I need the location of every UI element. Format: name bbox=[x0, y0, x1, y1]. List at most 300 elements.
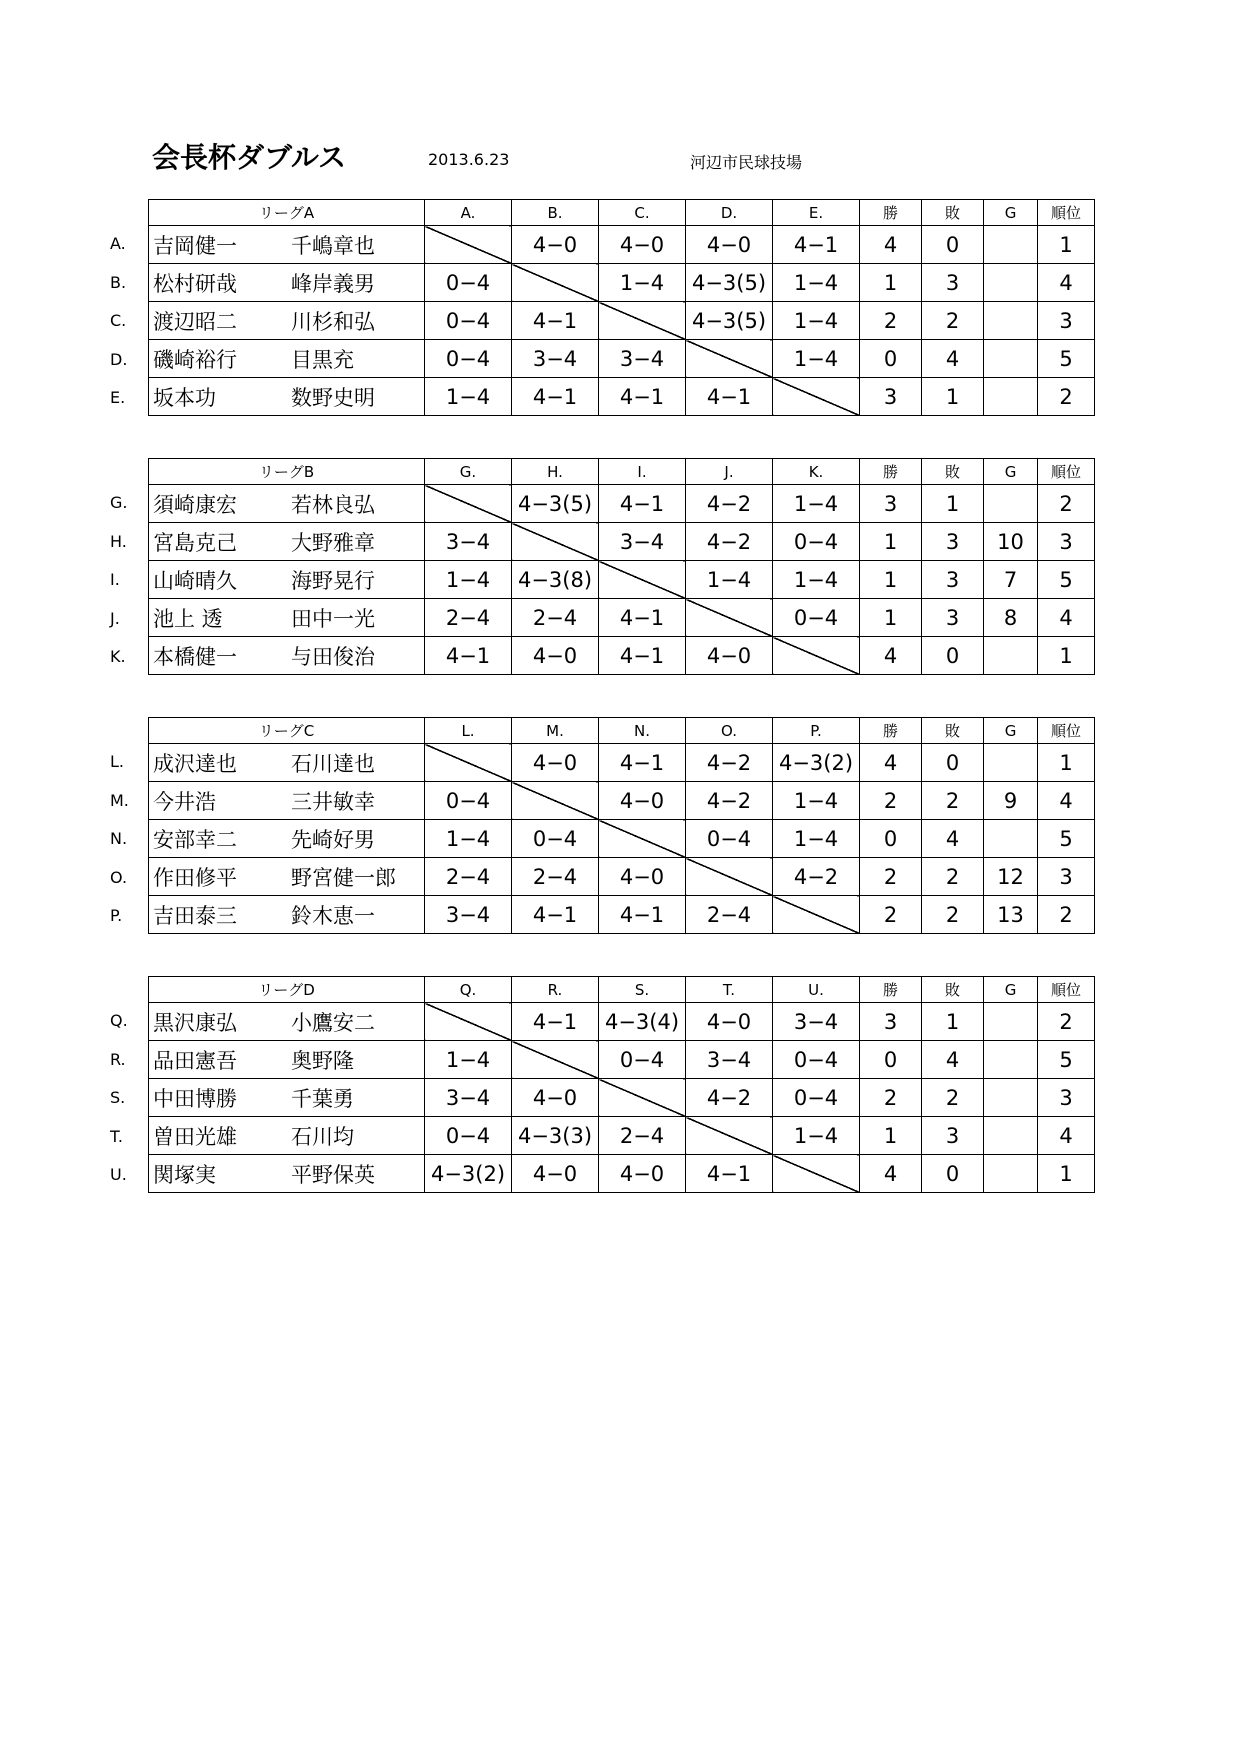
league-table bbox=[148, 717, 1095, 934]
score-cell: 4−0 bbox=[599, 226, 686, 264]
games-cell: 10 bbox=[984, 523, 1038, 561]
player-2-name: 石川達也 bbox=[291, 751, 375, 776]
row-letter: R. bbox=[110, 1049, 126, 1069]
score-cell: 4−3(8) bbox=[512, 561, 599, 599]
row-letter: P. bbox=[110, 906, 123, 925]
league-name: リーグA bbox=[149, 200, 425, 226]
player-1-name: 成沢達也 bbox=[153, 751, 237, 776]
rank-cell: 4 bbox=[1038, 1117, 1095, 1155]
rank-cell: 3 bbox=[1038, 1079, 1095, 1117]
player-1-name: 山崎晴久 bbox=[153, 568, 237, 593]
score-cell: 0−4 bbox=[425, 1117, 512, 1155]
losses-cell: 1 bbox=[922, 378, 984, 416]
row-letter: S. bbox=[110, 1088, 126, 1107]
self-match-cell bbox=[512, 1041, 599, 1079]
score-cell: 4−3(2) bbox=[773, 744, 860, 782]
games-cell: 9 bbox=[984, 782, 1038, 820]
row-letter: T. bbox=[110, 1126, 123, 1146]
score-cell: 4−3(5) bbox=[512, 485, 599, 523]
row-letter: G. bbox=[110, 493, 128, 512]
score-cell: 3−4 bbox=[425, 523, 512, 561]
player-2-name: 先崎好男 bbox=[291, 827, 375, 852]
score-cell: 0−4 bbox=[686, 820, 773, 858]
score-cell: 2−4 bbox=[599, 1117, 686, 1155]
rank-cell: 1 bbox=[1038, 637, 1095, 675]
player-2-name: 千葉勇 bbox=[291, 1086, 354, 1111]
wins-cell: 1 bbox=[860, 1117, 922, 1155]
table-row bbox=[149, 1155, 1095, 1193]
row-letter: L. bbox=[110, 752, 124, 771]
self-match-cell bbox=[773, 378, 860, 416]
opponent-column-header: G. bbox=[425, 459, 512, 485]
opponent-column-header: T. bbox=[686, 977, 773, 1003]
games-cell bbox=[984, 340, 1038, 378]
rank-cell: 4 bbox=[1038, 599, 1095, 637]
games-cell: 7 bbox=[984, 561, 1038, 599]
player-1-name: 本橋健一 bbox=[153, 644, 237, 669]
games-cell bbox=[984, 820, 1038, 858]
opponent-column-header: B. bbox=[512, 200, 599, 226]
wins-cell: 2 bbox=[860, 302, 922, 340]
league-name: リーグC bbox=[149, 718, 425, 744]
score-cell: 4−1 bbox=[599, 896, 686, 934]
rank-cell: 5 bbox=[1038, 1041, 1095, 1079]
score-cell: 1−4 bbox=[686, 561, 773, 599]
losses-cell: 1 bbox=[922, 1003, 984, 1041]
score-cell: 0−4 bbox=[425, 340, 512, 378]
score-cell: 1−4 bbox=[599, 264, 686, 302]
table-row bbox=[149, 523, 1095, 561]
stat-column-header: G bbox=[984, 977, 1038, 1003]
row-letter: K. bbox=[110, 647, 126, 666]
games-cell bbox=[984, 1003, 1038, 1041]
opponent-column-header: N. bbox=[599, 718, 686, 744]
rank-cell: 2 bbox=[1038, 485, 1095, 523]
table-row bbox=[149, 264, 1095, 302]
score-cell: 3−4 bbox=[425, 1079, 512, 1117]
player-2-name: 三井敏幸 bbox=[291, 789, 375, 814]
games-cell bbox=[984, 1079, 1038, 1117]
player-1-name: 宮島克己 bbox=[153, 530, 237, 555]
score-cell: 4−0 bbox=[686, 1003, 773, 1041]
self-match-cell bbox=[599, 820, 686, 858]
losses-cell: 4 bbox=[922, 820, 984, 858]
league-table bbox=[148, 199, 1095, 416]
league-name: リーグD bbox=[149, 977, 425, 1003]
losses-cell: 0 bbox=[922, 744, 984, 782]
score-cell: 4−3(4) bbox=[599, 1003, 686, 1041]
losses-cell: 2 bbox=[922, 782, 984, 820]
score-cell: 4−0 bbox=[512, 637, 599, 675]
score-cell: 0−4 bbox=[512, 820, 599, 858]
score-cell: 4−2 bbox=[686, 523, 773, 561]
score-cell: 4−0 bbox=[512, 1079, 599, 1117]
score-cell: 1−4 bbox=[425, 378, 512, 416]
score-cell: 0−4 bbox=[773, 1079, 860, 1117]
score-cell: 1−4 bbox=[425, 1041, 512, 1079]
stat-column-header: 順位 bbox=[1038, 200, 1095, 226]
player-1-name: 吉田泰三 bbox=[153, 903, 237, 928]
losses-cell: 2 bbox=[922, 1079, 984, 1117]
wins-cell: 2 bbox=[860, 1079, 922, 1117]
header-row bbox=[149, 718, 1095, 744]
opponent-column-header: E. bbox=[773, 200, 860, 226]
table-row bbox=[149, 340, 1095, 378]
score-cell: 4−1 bbox=[512, 302, 599, 340]
score-cell: 4−0 bbox=[512, 226, 599, 264]
self-match-cell bbox=[599, 302, 686, 340]
pair-names bbox=[149, 264, 425, 302]
score-cell: 4−0 bbox=[512, 1155, 599, 1193]
self-match-cell bbox=[425, 744, 512, 782]
row-letter: J. bbox=[110, 608, 120, 628]
table-row bbox=[149, 485, 1095, 523]
rank-cell: 5 bbox=[1038, 561, 1095, 599]
score-cell: 4−2 bbox=[686, 744, 773, 782]
games-cell bbox=[984, 744, 1038, 782]
opponent-column-header: Q. bbox=[425, 977, 512, 1003]
self-match-cell bbox=[512, 264, 599, 302]
page-title: 会長杯ダブルス bbox=[152, 141, 347, 174]
player-2-name: 海野晃行 bbox=[291, 568, 375, 593]
games-cell bbox=[984, 637, 1038, 675]
pair-names bbox=[149, 782, 425, 820]
score-cell: 4−1 bbox=[773, 226, 860, 264]
score-cell: 4−1 bbox=[512, 1003, 599, 1041]
stat-column-header: 勝 bbox=[860, 459, 922, 485]
score-cell: 4−3(3) bbox=[512, 1117, 599, 1155]
losses-cell: 3 bbox=[922, 523, 984, 561]
losses-cell: 2 bbox=[922, 858, 984, 896]
player-2-name: 大野雅章 bbox=[291, 530, 375, 555]
score-cell: 4−0 bbox=[686, 226, 773, 264]
stat-column-header: G bbox=[984, 200, 1038, 226]
wins-cell: 1 bbox=[860, 599, 922, 637]
wins-cell: 3 bbox=[860, 378, 922, 416]
stat-column-header: G bbox=[984, 718, 1038, 744]
score-cell: 1−4 bbox=[773, 782, 860, 820]
pair-names bbox=[149, 1041, 425, 1079]
header-row bbox=[149, 459, 1095, 485]
player-1-name: 池上 透 bbox=[153, 606, 223, 631]
wins-cell: 0 bbox=[860, 820, 922, 858]
player-2-name: 小鷹安二 bbox=[291, 1010, 375, 1035]
pair-names bbox=[149, 561, 425, 599]
opponent-column-header: P. bbox=[773, 718, 860, 744]
row-letter: H. bbox=[110, 531, 127, 551]
player-2-name: 鈴木恵一 bbox=[291, 903, 375, 928]
losses-cell: 0 bbox=[922, 637, 984, 675]
wins-cell: 4 bbox=[860, 744, 922, 782]
self-match-cell bbox=[686, 340, 773, 378]
player-1-name: 須崎康宏 bbox=[153, 492, 237, 517]
player-2-name: 石川均 bbox=[291, 1124, 354, 1149]
row-letter: D. bbox=[110, 349, 128, 369]
player-1-name: 磯崎裕行 bbox=[153, 347, 237, 372]
row-letter: U. bbox=[110, 1165, 127, 1184]
header-row bbox=[149, 200, 1095, 226]
losses-cell: 3 bbox=[922, 599, 984, 637]
score-cell: 4−1 bbox=[512, 896, 599, 934]
rank-cell: 3 bbox=[1038, 858, 1095, 896]
wins-cell: 0 bbox=[860, 340, 922, 378]
stat-column-header: 順位 bbox=[1038, 977, 1095, 1003]
table-row bbox=[149, 561, 1095, 599]
score-cell: 0−4 bbox=[425, 302, 512, 340]
games-cell bbox=[984, 378, 1038, 416]
table-row bbox=[149, 378, 1095, 416]
self-match-cell bbox=[773, 637, 860, 675]
score-cell: 1−4 bbox=[425, 820, 512, 858]
opponent-column-header: I. bbox=[599, 459, 686, 485]
games-cell bbox=[984, 485, 1038, 523]
score-cell: 4−1 bbox=[686, 1155, 773, 1193]
opponent-column-header: K. bbox=[773, 459, 860, 485]
row-letter: A. bbox=[110, 234, 126, 253]
league-name: リーグB bbox=[149, 459, 425, 485]
score-cell: 0−4 bbox=[599, 1041, 686, 1079]
score-cell: 3−4 bbox=[686, 1041, 773, 1079]
opponent-column-header: U. bbox=[773, 977, 860, 1003]
losses-cell: 2 bbox=[922, 302, 984, 340]
player-2-name: 野宮健一郎 bbox=[291, 865, 396, 890]
score-cell: 4−1 bbox=[599, 378, 686, 416]
table-row bbox=[149, 226, 1095, 264]
wins-cell: 1 bbox=[860, 523, 922, 561]
pair-names bbox=[149, 1003, 425, 1041]
score-cell: 4−1 bbox=[599, 485, 686, 523]
stat-column-header: 敗 bbox=[922, 459, 984, 485]
score-cell: 2−4 bbox=[686, 896, 773, 934]
pair-names bbox=[149, 637, 425, 675]
self-match-cell bbox=[512, 523, 599, 561]
score-cell: 4−2 bbox=[686, 1079, 773, 1117]
stat-column-header: 勝 bbox=[860, 718, 922, 744]
player-2-name: 川杉和弘 bbox=[291, 309, 375, 334]
player-2-name: 目黒充 bbox=[291, 347, 354, 372]
score-cell: 1−4 bbox=[425, 561, 512, 599]
self-match-cell bbox=[773, 896, 860, 934]
losses-cell: 3 bbox=[922, 561, 984, 599]
pair-names bbox=[149, 744, 425, 782]
score-cell: 2−4 bbox=[425, 858, 512, 896]
losses-cell: 4 bbox=[922, 340, 984, 378]
score-cell: 1−4 bbox=[773, 264, 860, 302]
rank-cell: 5 bbox=[1038, 340, 1095, 378]
stat-column-header: 敗 bbox=[922, 977, 984, 1003]
games-cell: 8 bbox=[984, 599, 1038, 637]
player-1-name: 品田憲吾 bbox=[153, 1048, 237, 1073]
self-match-cell bbox=[686, 599, 773, 637]
player-1-name: 渡辺昭二 bbox=[153, 309, 237, 334]
player-1-name: 松村研哉 bbox=[153, 271, 237, 296]
header-row bbox=[149, 977, 1095, 1003]
player-2-name: 千嶋章也 bbox=[291, 233, 375, 258]
self-match-cell bbox=[599, 561, 686, 599]
table-row bbox=[149, 599, 1095, 637]
self-match-cell bbox=[425, 485, 512, 523]
score-cell: 4−1 bbox=[599, 637, 686, 675]
table-row bbox=[149, 1117, 1095, 1155]
score-cell: 4−1 bbox=[512, 378, 599, 416]
losses-cell: 0 bbox=[922, 226, 984, 264]
wins-cell: 0 bbox=[860, 1041, 922, 1079]
pair-names bbox=[149, 485, 425, 523]
score-cell: 4−1 bbox=[425, 637, 512, 675]
event-date: 2013.6.23 bbox=[428, 150, 510, 169]
opponent-column-header: C. bbox=[599, 200, 686, 226]
wins-cell: 3 bbox=[860, 485, 922, 523]
wins-cell: 2 bbox=[860, 858, 922, 896]
wins-cell: 4 bbox=[860, 226, 922, 264]
score-cell: 1−4 bbox=[773, 485, 860, 523]
games-cell bbox=[984, 264, 1038, 302]
stat-column-header: 敗 bbox=[922, 200, 984, 226]
score-cell: 4−1 bbox=[599, 599, 686, 637]
row-letter: C. bbox=[110, 311, 127, 330]
player-1-name: 作田修平 bbox=[153, 865, 237, 890]
wins-cell: 2 bbox=[860, 896, 922, 934]
losses-cell: 2 bbox=[922, 896, 984, 934]
row-letter: B. bbox=[110, 272, 127, 292]
stat-column-header: 順位 bbox=[1038, 459, 1095, 485]
self-match-cell bbox=[425, 1003, 512, 1041]
games-cell bbox=[984, 1155, 1038, 1193]
player-1-name: 中田博勝 bbox=[153, 1086, 237, 1111]
self-match-cell bbox=[599, 1079, 686, 1117]
score-cell: 4−0 bbox=[686, 637, 773, 675]
games-cell: 13 bbox=[984, 896, 1038, 934]
self-match-cell bbox=[686, 1117, 773, 1155]
games-cell bbox=[984, 1041, 1038, 1079]
player-1-name: 曽田光雄 bbox=[153, 1124, 237, 1149]
table-row bbox=[149, 302, 1095, 340]
score-cell: 1−4 bbox=[773, 302, 860, 340]
table-row bbox=[149, 1041, 1095, 1079]
opponent-column-header: D. bbox=[686, 200, 773, 226]
rank-cell: 4 bbox=[1038, 782, 1095, 820]
self-match-cell bbox=[425, 226, 512, 264]
wins-cell: 1 bbox=[860, 264, 922, 302]
score-cell: 4−2 bbox=[686, 485, 773, 523]
row-letter: Q. bbox=[110, 1011, 128, 1030]
pair-names bbox=[149, 302, 425, 340]
player-2-name: 田中一光 bbox=[291, 606, 375, 631]
score-cell: 3−4 bbox=[512, 340, 599, 378]
score-cell: 4−3(2) bbox=[425, 1155, 512, 1193]
table-row bbox=[149, 744, 1095, 782]
opponent-column-header: O. bbox=[686, 718, 773, 744]
pair-names bbox=[149, 599, 425, 637]
pair-names bbox=[149, 1079, 425, 1117]
score-cell: 1−4 bbox=[773, 561, 860, 599]
row-letter: E. bbox=[110, 388, 126, 407]
games-cell bbox=[984, 1117, 1038, 1155]
player-2-name: 若林良弘 bbox=[291, 492, 375, 517]
stat-column-header: 敗 bbox=[922, 718, 984, 744]
player-2-name: 与田俊治 bbox=[291, 644, 375, 669]
score-cell: 1−4 bbox=[773, 340, 860, 378]
rank-cell: 1 bbox=[1038, 226, 1095, 264]
pair-names bbox=[149, 226, 425, 264]
self-match-cell bbox=[773, 1155, 860, 1193]
score-cell: 4−1 bbox=[599, 744, 686, 782]
opponent-column-header: A. bbox=[425, 200, 512, 226]
score-cell: 0−4 bbox=[425, 782, 512, 820]
wins-cell: 4 bbox=[860, 1155, 922, 1193]
rank-cell: 2 bbox=[1038, 1003, 1095, 1041]
opponent-column-header: S. bbox=[599, 977, 686, 1003]
score-cell: 2−4 bbox=[512, 599, 599, 637]
stat-column-header: G bbox=[984, 459, 1038, 485]
score-cell: 4−1 bbox=[686, 378, 773, 416]
rank-cell: 2 bbox=[1038, 896, 1095, 934]
games-cell bbox=[984, 302, 1038, 340]
games-cell: 12 bbox=[984, 858, 1038, 896]
rank-cell: 1 bbox=[1038, 1155, 1095, 1193]
losses-cell: 4 bbox=[922, 1041, 984, 1079]
table-row bbox=[149, 1079, 1095, 1117]
table-row bbox=[149, 820, 1095, 858]
opponent-column-header: L. bbox=[425, 718, 512, 744]
table-row bbox=[149, 896, 1095, 934]
pair-names bbox=[149, 1155, 425, 1193]
wins-cell: 1 bbox=[860, 561, 922, 599]
player-2-name: 数野史明 bbox=[291, 385, 375, 410]
losses-cell: 0 bbox=[922, 1155, 984, 1193]
table-row bbox=[149, 858, 1095, 896]
row-letter: I. bbox=[110, 570, 120, 589]
player-2-name: 奥野隆 bbox=[291, 1048, 354, 1073]
score-cell: 4−2 bbox=[686, 782, 773, 820]
rank-cell: 3 bbox=[1038, 523, 1095, 561]
score-cell: 3−4 bbox=[599, 523, 686, 561]
score-cell: 2−4 bbox=[425, 599, 512, 637]
pair-names bbox=[149, 1117, 425, 1155]
score-cell: 4−0 bbox=[599, 1155, 686, 1193]
stat-column-header: 勝 bbox=[860, 977, 922, 1003]
player-1-name: 今井浩 bbox=[153, 789, 216, 814]
score-cell: 4−3(5) bbox=[686, 302, 773, 340]
score-cell: 4−2 bbox=[773, 858, 860, 896]
player-1-name: 黒沢康弘 bbox=[153, 1010, 237, 1035]
score-cell: 3−4 bbox=[425, 896, 512, 934]
score-cell: 1−4 bbox=[773, 1117, 860, 1155]
score-cell: 0−4 bbox=[773, 599, 860, 637]
score-cell: 3−4 bbox=[773, 1003, 860, 1041]
opponent-column-header: H. bbox=[512, 459, 599, 485]
opponent-column-header: R. bbox=[512, 977, 599, 1003]
pair-names bbox=[149, 820, 425, 858]
pair-names bbox=[149, 858, 425, 896]
player-1-name: 安部幸二 bbox=[153, 827, 237, 852]
pair-names bbox=[149, 896, 425, 934]
player-2-name: 峰岸義男 bbox=[291, 271, 375, 296]
pair-names bbox=[149, 378, 425, 416]
pair-names bbox=[149, 340, 425, 378]
self-match-cell bbox=[512, 782, 599, 820]
score-cell: 3−4 bbox=[599, 340, 686, 378]
score-cell: 4−3(5) bbox=[686, 264, 773, 302]
row-letter: M. bbox=[110, 790, 129, 810]
player-1-name: 吉岡健一 bbox=[153, 233, 237, 258]
table-row bbox=[149, 782, 1095, 820]
wins-cell: 4 bbox=[860, 637, 922, 675]
rank-cell: 1 bbox=[1038, 744, 1095, 782]
league-table bbox=[148, 458, 1095, 675]
score-cell: 1−4 bbox=[773, 820, 860, 858]
league-table bbox=[148, 976, 1095, 1193]
